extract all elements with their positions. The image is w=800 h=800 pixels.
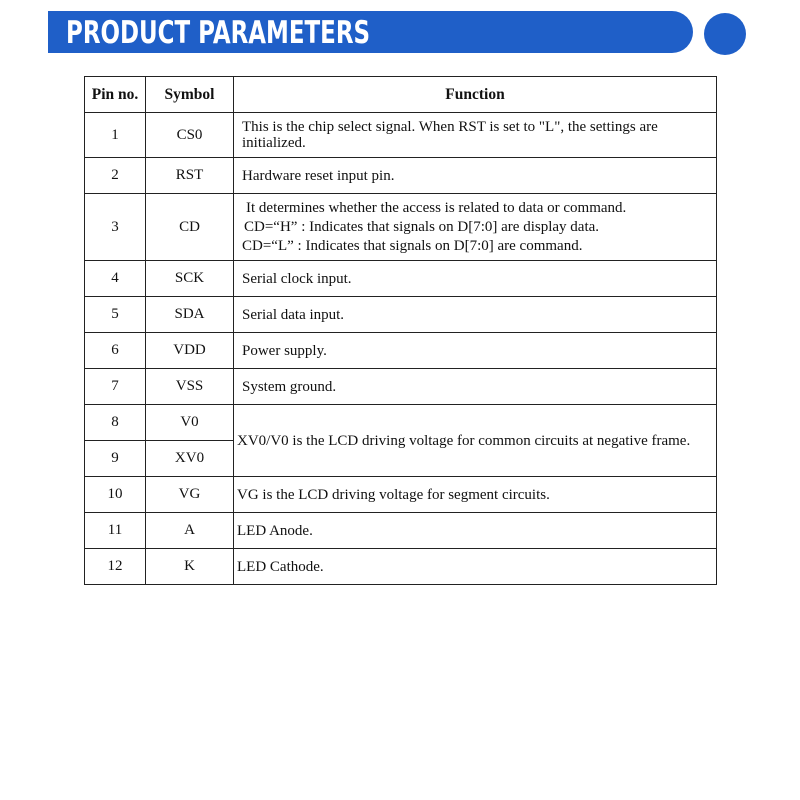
pin-number: 8 bbox=[85, 405, 146, 441]
pin-symbol: V0 bbox=[146, 405, 234, 441]
pin-symbol: RST bbox=[146, 158, 234, 194]
pin-number: 12 bbox=[85, 549, 146, 585]
pin-function: Serial clock input. bbox=[234, 261, 717, 297]
pin-symbol: SCK bbox=[146, 261, 234, 297]
pin-number: 3 bbox=[85, 194, 146, 261]
banner-dot bbox=[704, 13, 746, 55]
pin-function bbox=[234, 194, 717, 261]
pin-function: Serial data input. bbox=[234, 297, 717, 333]
column-header-pin: Pin no. bbox=[85, 77, 146, 113]
pin-symbol: CS0 bbox=[146, 113, 234, 158]
pin-symbol: XV0 bbox=[146, 441, 234, 477]
table-row bbox=[85, 513, 717, 549]
pin-number: 1 bbox=[85, 113, 146, 158]
pin-function: VG is the LCD driving voltage for segment circuits. bbox=[234, 477, 717, 513]
pin-symbol: SDA bbox=[146, 297, 234, 333]
function-line: initialized. bbox=[242, 135, 306, 151]
pin-number: 2 bbox=[85, 158, 146, 194]
function-line: CD=“L” : Indicates that signals on D[7:0] are command. bbox=[242, 237, 583, 254]
pin-function: Power supply. bbox=[234, 333, 717, 369]
pin-symbol: VG bbox=[146, 477, 234, 513]
page-title: PRODUCT PARAMETERS bbox=[66, 15, 371, 51]
pin-symbol: CD bbox=[146, 194, 234, 261]
pin-symbol: VDD bbox=[146, 333, 234, 369]
pin-symbol: VSS bbox=[146, 369, 234, 405]
function-line: It determines whether the access is related to data or command. bbox=[246, 199, 627, 216]
table-row bbox=[85, 405, 717, 441]
table-row bbox=[85, 369, 717, 405]
pin-function bbox=[234, 113, 717, 158]
pin-table bbox=[84, 76, 717, 585]
pin-symbol: K bbox=[146, 549, 234, 585]
column-header-symbol: Symbol bbox=[146, 77, 234, 113]
pin-number: 11 bbox=[85, 513, 146, 549]
pin-number: 5 bbox=[85, 297, 146, 333]
table-row bbox=[85, 194, 717, 261]
pin-function: System ground. bbox=[234, 369, 717, 405]
column-header-function: Function bbox=[234, 77, 717, 113]
function-line: This is the chip select signal. When RST is set to "L", the settings are bbox=[242, 119, 658, 135]
pin-function: Hardware reset input pin. bbox=[234, 158, 717, 194]
function-line: CD=“H” : Indicates that signals on D[7:0] are display data. bbox=[244, 218, 600, 235]
pin-symbol: A bbox=[146, 513, 234, 549]
pin-number: 6 bbox=[85, 333, 146, 369]
pin-function: LED Anode. bbox=[234, 513, 717, 549]
table-row bbox=[85, 113, 717, 158]
pin-number: 4 bbox=[85, 261, 146, 297]
table-row bbox=[85, 297, 717, 333]
table-row bbox=[85, 261, 717, 297]
pin-function: LED Cathode. bbox=[234, 549, 717, 585]
pin-number: 10 bbox=[85, 477, 146, 513]
table-row bbox=[85, 477, 717, 513]
table-row bbox=[85, 549, 717, 585]
table-header-row bbox=[85, 77, 717, 113]
pin-number: 9 bbox=[85, 441, 146, 477]
table-row bbox=[85, 333, 717, 369]
pin-number: 7 bbox=[85, 369, 146, 405]
table-row bbox=[85, 158, 717, 194]
pin-function: XV0/V0 is the LCD driving voltage for common circuits at negative frame. bbox=[234, 405, 717, 477]
